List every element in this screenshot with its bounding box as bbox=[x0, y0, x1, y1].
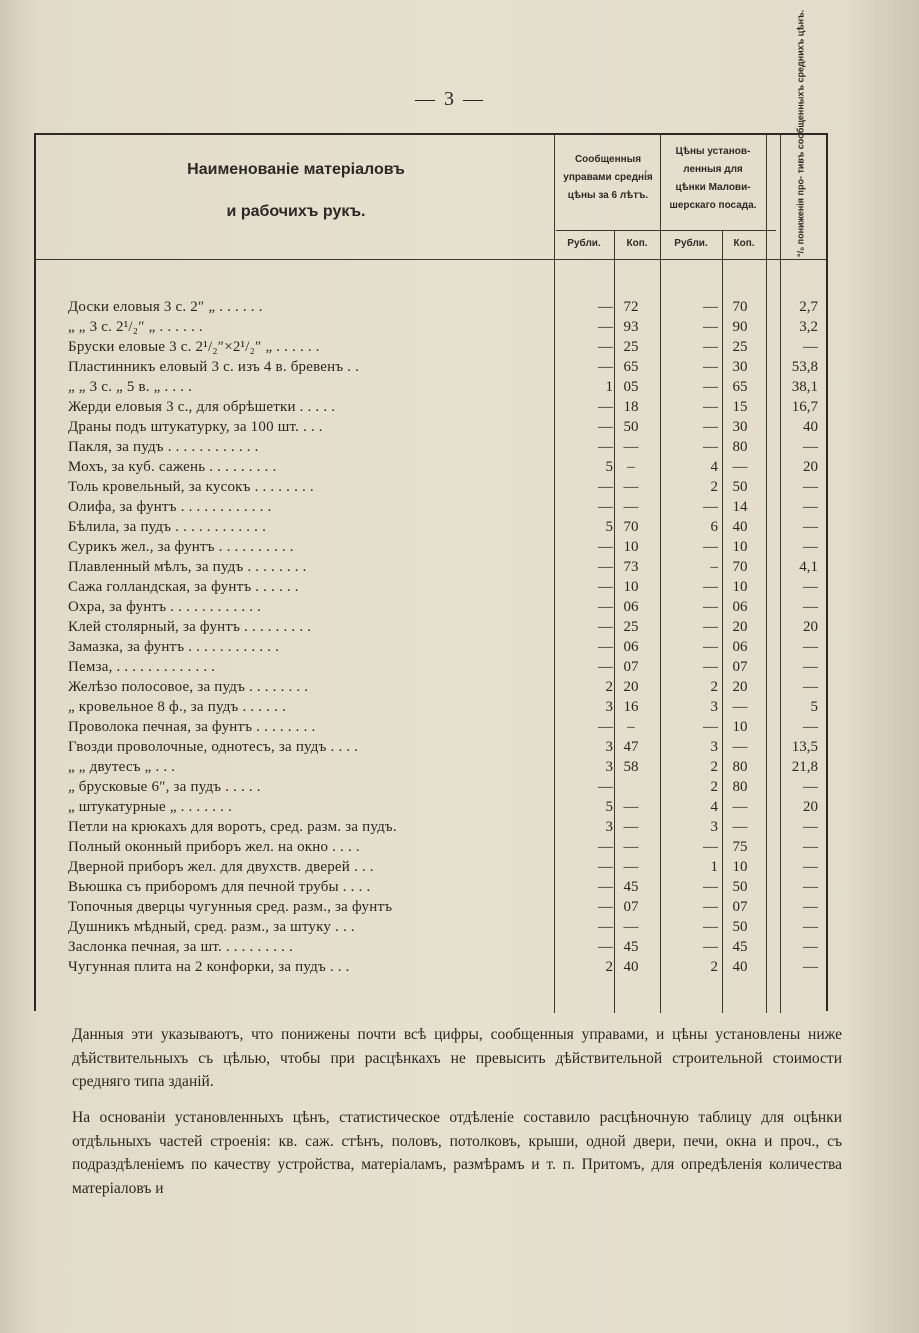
row-percent: — bbox=[803, 719, 818, 735]
row-kop-reported: 73 bbox=[623, 559, 639, 575]
row-percent: — bbox=[803, 539, 818, 555]
row-rub-set: 2 bbox=[710, 779, 718, 795]
table-row bbox=[36, 659, 830, 679]
row-kop-reported: 06 bbox=[623, 639, 639, 655]
table-row bbox=[36, 919, 830, 939]
row-kop-reported: 25 bbox=[623, 339, 639, 355]
table-row bbox=[36, 959, 830, 979]
row-rub-reported: 5 bbox=[605, 459, 613, 475]
row-rub-reported: — bbox=[598, 339, 613, 355]
page-number: — 3 — bbox=[415, 88, 485, 110]
row-rub-reported: — bbox=[598, 439, 613, 455]
table-row bbox=[36, 699, 830, 719]
row-kop-reported: — bbox=[623, 859, 639, 875]
table-row bbox=[36, 299, 830, 319]
row-name: Топочныя дверцы чугунныя сред. разм., за фунтъ bbox=[68, 899, 393, 915]
row-kop-reported: 07 bbox=[623, 659, 639, 675]
row-rub-reported: — bbox=[598, 319, 613, 335]
row-name: Дверной приборъ жел. для двухств. дверей . . . bbox=[68, 859, 374, 875]
row-rub-set: — bbox=[703, 939, 718, 955]
row-kop-set: 50 bbox=[732, 879, 748, 895]
row-percent: — bbox=[803, 679, 818, 695]
row-name: Пластинникъ еловый 3 с. изъ 4 в. бревенъ . . bbox=[68, 359, 360, 375]
row-kop-reported: 45 bbox=[623, 879, 639, 895]
row-kop-reported: 65 bbox=[623, 359, 639, 375]
row-rub-set: — bbox=[703, 339, 718, 355]
row-name: Желѣзо полосовое, за пудъ . . . . . . . . bbox=[68, 679, 309, 695]
row-name: Душникъ мѣдный, сред. разм., за штуку . . . bbox=[68, 919, 355, 935]
row-rub-reported: — bbox=[598, 859, 613, 875]
table-row bbox=[36, 679, 830, 699]
row-name: Полный оконный приборъ жел. на окно . . . . bbox=[68, 839, 360, 855]
row-kop-reported: — bbox=[623, 799, 639, 815]
header-percent: °/₀ пониженія про- тивъ сообщенныхъ среднихъ цѣнъ. bbox=[795, 9, 806, 257]
row-kop-reported: — bbox=[623, 479, 639, 495]
row-percent: — bbox=[803, 939, 818, 955]
row-percent: — bbox=[803, 599, 818, 615]
row-rub-set: 6 bbox=[710, 519, 718, 535]
unit-rub-1: Рубли. bbox=[567, 238, 601, 249]
table-row bbox=[36, 879, 830, 899]
row-rub-set: — bbox=[703, 579, 718, 595]
row-kop-reported: 06 bbox=[623, 599, 639, 615]
row-rub-set: 3 bbox=[710, 819, 718, 835]
row-rub-set: — bbox=[703, 399, 718, 415]
row-rub-set: – bbox=[710, 559, 718, 575]
row-kop-set: 14 bbox=[732, 499, 748, 515]
paragraph-1: Данныя эти указываютъ, что понижены почти всѣ цифры, сообщенныя управами, и цѣны установлены ниже дѣйствительныхъ съ цѣлью, чтобы при расцѣнкахъ не превысить дѣйствительной строительной стоимости средняго типа зданій. bbox=[72, 1026, 842, 1090]
row-rub-set: 1 bbox=[710, 859, 718, 875]
row-name: „ брусковые 6″, за пудъ . . . . . bbox=[68, 779, 261, 795]
table-row bbox=[36, 599, 830, 619]
row-kop-reported: 50 bbox=[623, 419, 639, 435]
row-rub-set: — bbox=[703, 919, 718, 935]
row-rub-reported: 2 bbox=[605, 959, 613, 975]
row-rub-reported: — bbox=[598, 399, 613, 415]
row-rub-set: — bbox=[703, 899, 718, 915]
table-row bbox=[36, 459, 830, 479]
row-rub-set: — bbox=[703, 379, 718, 395]
row-kop-reported: 07 bbox=[623, 899, 639, 915]
row-percent: 40 bbox=[803, 419, 818, 435]
row-rub-reported: — bbox=[598, 419, 613, 435]
row-rub-reported: 3 bbox=[605, 819, 613, 835]
row-name: Плавленный мѣлъ, за пудъ . . . . . . . . bbox=[68, 559, 307, 575]
table-row bbox=[36, 319, 830, 339]
table-row bbox=[36, 759, 830, 779]
row-rub-reported: — bbox=[598, 779, 613, 795]
row-percent: 16,7 bbox=[791, 399, 818, 415]
row-name: Петли на крюкахъ для воротъ, сред. разм. за пудъ. bbox=[68, 819, 397, 835]
row-rub-set: 4 bbox=[710, 459, 718, 475]
row-percent: — bbox=[803, 859, 818, 875]
table-title-line2: и рабочихъ рукъ. bbox=[226, 203, 366, 220]
row-name: Охра, за фунтъ . . . . . . . . . . . . bbox=[68, 599, 262, 615]
row-percent: 4,1 bbox=[799, 559, 818, 575]
row-rub-reported: — bbox=[598, 479, 613, 495]
row-kop-set: 65 bbox=[732, 379, 748, 395]
row-kop-set: 10 bbox=[732, 719, 748, 735]
row-name: Вьюшка съ приборомъ для печной трубы . . . . bbox=[68, 879, 371, 895]
row-kop-set: — bbox=[732, 819, 748, 835]
row-rub-set: 2 bbox=[710, 479, 718, 495]
row-name: Клей столярный, за фунтъ . . . . . . . . . bbox=[68, 619, 312, 635]
row-name: „ кровельное 8 ф., за пудъ . . . . . . bbox=[68, 699, 286, 715]
row-rub-set: — bbox=[703, 879, 718, 895]
row-rub-reported: — bbox=[598, 939, 613, 955]
header-set-prices: Цѣны установ- ленныя для цѣнки Малови- шерскаго посада. bbox=[669, 146, 757, 211]
unit-kop-2: Коп. bbox=[733, 238, 755, 249]
row-kop-set: 80 bbox=[732, 779, 748, 795]
row-kop-set: 07 bbox=[732, 659, 748, 675]
row-rub-set: 3 bbox=[710, 739, 718, 755]
row-percent: 53,8 bbox=[791, 359, 818, 375]
row-rub-set: — bbox=[703, 359, 718, 375]
table-row bbox=[36, 439, 830, 459]
row-rub-reported: — bbox=[598, 719, 613, 735]
row-percent: 20 bbox=[803, 619, 818, 635]
row-name: Сажа голландская, за фунтъ . . . . . . bbox=[68, 579, 299, 595]
row-name: Проволока печная, за фунтъ . . . . . . . . bbox=[68, 719, 316, 735]
row-rub-set: — bbox=[703, 659, 718, 675]
row-kop-set: 75 bbox=[732, 839, 748, 855]
row-percent: — bbox=[803, 479, 818, 495]
row-kop-set: 10 bbox=[732, 579, 748, 595]
row-kop-reported: 72 bbox=[623, 299, 639, 315]
row-percent: 38,1 bbox=[791, 379, 818, 395]
row-kop-set: 45 bbox=[732, 939, 748, 955]
row-rub-set: — bbox=[703, 639, 718, 655]
row-percent: — bbox=[803, 899, 818, 915]
row-kop-reported: — bbox=[623, 819, 639, 835]
row-kop-set: 07 bbox=[732, 899, 748, 915]
table-title-line1: Наименованіе матеріаловъ bbox=[187, 161, 405, 178]
row-percent: — bbox=[803, 639, 818, 655]
table-row bbox=[36, 739, 830, 759]
row-rub-set: — bbox=[703, 319, 718, 335]
row-rub-reported: — bbox=[598, 659, 613, 675]
row-kop-set: 50 bbox=[732, 479, 748, 495]
row-kop-reported: 10 bbox=[623, 539, 639, 555]
row-percent: — bbox=[803, 579, 818, 595]
row-kop-reported: 93 bbox=[623, 319, 639, 335]
row-rub-reported: — bbox=[598, 899, 613, 915]
row-kop-reported: — bbox=[623, 439, 639, 455]
row-kop-reported: 10 bbox=[623, 579, 639, 595]
table-row bbox=[36, 859, 830, 879]
row-percent: 3,2 bbox=[799, 319, 818, 335]
row-name: Пакля, за пудъ . . . . . . . . . . . . bbox=[68, 439, 259, 455]
row-name: Жерди еловыя 3 с., для обрѣшетки . . . . . bbox=[68, 399, 336, 415]
row-kop-set: 30 bbox=[732, 359, 748, 375]
row-name: Сурикъ жел., за фунтъ . . . . . . . . . . bbox=[68, 539, 294, 555]
row-percent: — bbox=[803, 819, 818, 835]
row-rub-set: 2 bbox=[710, 679, 718, 695]
row-kop-reported: 70 bbox=[623, 519, 639, 535]
row-percent: 13,5 bbox=[791, 739, 818, 755]
price-table bbox=[34, 9, 828, 1011]
row-percent: — bbox=[803, 659, 818, 675]
row-kop-reported: – bbox=[627, 719, 635, 735]
row-name: Олифа, за фунтъ . . . . . . . . . . . . bbox=[68, 499, 272, 515]
row-name: Доски еловыя 3 с. 2″ „ . . . . . . bbox=[68, 299, 263, 315]
row-name: Замазка, за фунтъ . . . . . . . . . . . . bbox=[68, 639, 280, 655]
row-rub-set: 2 bbox=[710, 759, 718, 775]
row-kop-reported: 45 bbox=[623, 939, 639, 955]
row-kop-reported: — bbox=[623, 499, 639, 515]
row-name: „ штукатурные „ . . . . . . . bbox=[68, 799, 232, 815]
row-percent: — bbox=[803, 879, 818, 895]
row-percent: — bbox=[803, 839, 818, 855]
row-name: Заслонка печная, за шт. . . . . . . . . . bbox=[68, 939, 294, 955]
row-percent: 21,8 bbox=[791, 759, 818, 775]
row-rub-reported: — bbox=[598, 539, 613, 555]
table-row bbox=[36, 499, 830, 519]
row-kop-reported: 18 bbox=[623, 399, 639, 415]
row-rub-reported: — bbox=[598, 639, 613, 655]
row-rub-set: — bbox=[703, 719, 718, 735]
row-rub-set: — bbox=[703, 539, 718, 555]
row-percent: — bbox=[803, 519, 818, 535]
row-name: Бѣлила, за пудъ . . . . . . . . . . . . bbox=[68, 519, 267, 535]
row-kop-set: — bbox=[732, 459, 748, 475]
row-kop-set: 90 bbox=[732, 319, 748, 335]
row-name: „ „ 3 с. „ 5 в. „ . . . . bbox=[68, 379, 193, 395]
row-kop-set: 40 bbox=[732, 519, 748, 535]
row-name: Драны подъ штукатурку, за 100 шт. . . . bbox=[68, 419, 323, 435]
row-kop-reported: 58 bbox=[623, 759, 639, 775]
row-rub-set: — bbox=[703, 499, 718, 515]
row-name: Чугунная плита на 2 конфорки, за пудъ . . . bbox=[68, 959, 350, 975]
row-percent: — bbox=[803, 439, 818, 455]
paragraph-2: На основаніи установленныхъ цѣнъ, статистическое отдѣленіе составило расцѣночную таблицу для оцѣнки отдѣльныхъ частей строенія: кв. саж. стѣнъ, половъ, потолковъ, крыши, одной двери, печи, окна и проч., съ подраздѣленіемъ по качеству устройства, матеріаламъ, размѣрамъ и т. п. Притомъ, для опредѣленія количества матеріаловъ и bbox=[72, 1109, 842, 1197]
row-kop-set: 80 bbox=[732, 759, 748, 775]
table-row bbox=[36, 379, 830, 399]
row-rub-reported: — bbox=[598, 919, 613, 935]
row-percent: — bbox=[803, 919, 818, 935]
row-rub-reported: — bbox=[598, 499, 613, 515]
table-row bbox=[36, 419, 830, 439]
row-percent: 20 bbox=[803, 459, 818, 475]
table-row bbox=[36, 639, 830, 659]
row-kop-reported: 16 bbox=[623, 699, 639, 715]
row-name: Толь кровельный, за кусокъ . . . . . . . . bbox=[68, 479, 314, 495]
row-percent: — bbox=[803, 779, 818, 795]
row-kop-set: 70 bbox=[732, 299, 748, 315]
row-percent: — bbox=[803, 959, 818, 975]
row-percent: — bbox=[803, 499, 818, 515]
row-rub-reported: 3 bbox=[605, 759, 613, 775]
row-name: Бруски еловые 3 с. 2¹/₂″×2¹/₂″ „ . . . . . . bbox=[68, 339, 320, 355]
row-rub-reported: 3 bbox=[605, 739, 613, 755]
row-kop-set: 40 bbox=[732, 959, 748, 975]
row-rub-set: — bbox=[703, 599, 718, 615]
row-kop-reported: — bbox=[623, 839, 639, 855]
row-kop-reported: 47 bbox=[623, 739, 639, 755]
row-rub-reported: 2 bbox=[605, 679, 613, 695]
row-kop-set: 10 bbox=[732, 539, 748, 555]
row-kop-set: 06 bbox=[732, 599, 748, 615]
table-row bbox=[36, 619, 830, 639]
row-rub-set: 4 bbox=[710, 799, 718, 815]
row-rub-reported: 5 bbox=[605, 519, 613, 535]
row-rub-set: — bbox=[703, 439, 718, 455]
header-reported-prices: Сообщенныя управами средні́я цѣны за 6 лѣтъ. bbox=[563, 154, 653, 201]
row-rub-reported: — bbox=[598, 359, 613, 375]
table-row bbox=[36, 799, 830, 819]
row-rub-set: 2 bbox=[710, 959, 718, 975]
unit-rub-2: Рубли. bbox=[674, 238, 708, 249]
row-percent: — bbox=[803, 339, 818, 355]
row-rub-reported: — bbox=[598, 299, 613, 315]
table-row bbox=[36, 839, 830, 859]
table-row bbox=[36, 539, 830, 559]
row-rub-set: — bbox=[703, 299, 718, 315]
table-row bbox=[36, 939, 830, 959]
table-row bbox=[36, 339, 830, 359]
row-kop-set: 20 bbox=[732, 679, 748, 695]
row-kop-set: 70 bbox=[732, 559, 748, 575]
row-kop-set: 06 bbox=[732, 639, 748, 655]
row-kop-set: 30 bbox=[732, 419, 748, 435]
table-row bbox=[36, 479, 830, 499]
table-row bbox=[36, 359, 830, 379]
table-row bbox=[36, 779, 830, 799]
table-row bbox=[36, 579, 830, 599]
unit-kop-1: Коп. bbox=[626, 238, 648, 249]
row-name: „ „ двутесъ „ . . . bbox=[68, 759, 176, 775]
row-kop-reported: 25 bbox=[623, 619, 639, 635]
row-kop-reported: — bbox=[623, 919, 639, 935]
row-kop-set: 10 bbox=[732, 859, 748, 875]
row-percent: 5 bbox=[810, 699, 818, 715]
row-name: Мохъ, за куб. сажень . . . . . . . . . bbox=[68, 459, 277, 475]
row-rub-set: — bbox=[703, 619, 718, 635]
table-row bbox=[36, 719, 830, 739]
row-kop-reported: 40 bbox=[623, 959, 639, 975]
row-rub-reported: — bbox=[598, 619, 613, 635]
row-rub-reported: — bbox=[598, 839, 613, 855]
row-kop-set: — bbox=[732, 799, 748, 815]
row-rub-set: 3 bbox=[710, 699, 718, 715]
row-rub-reported: 3 bbox=[605, 699, 613, 715]
row-kop-reported: 20 bbox=[623, 679, 639, 695]
row-percent: 20 bbox=[803, 799, 818, 815]
row-name: Пемза, . . . . . . . . . . . . . bbox=[68, 659, 216, 675]
row-kop-set: 25 bbox=[732, 339, 748, 355]
row-kop-reported: 05 bbox=[623, 379, 639, 395]
row-name: Гвозди проволочные, однотесъ, за пудъ . . . . bbox=[68, 739, 359, 755]
row-rub-reported: — bbox=[598, 879, 613, 895]
row-rub-reported: — bbox=[598, 559, 613, 575]
table-row bbox=[36, 559, 830, 579]
row-rub-set: — bbox=[703, 839, 718, 855]
row-percent: 2,7 bbox=[799, 299, 818, 315]
row-rub-set: — bbox=[703, 419, 718, 435]
row-kop-set: 80 bbox=[732, 439, 748, 455]
table-row bbox=[36, 819, 830, 839]
header-rule-sub bbox=[556, 230, 776, 231]
row-kop-set: 15 bbox=[732, 399, 748, 415]
row-kop-set: 20 bbox=[732, 619, 748, 635]
row-name: „ „ 3 с. 2¹/₂″ „ . . . . . . bbox=[68, 319, 203, 335]
row-rub-reported: — bbox=[598, 599, 613, 615]
row-kop-reported: – bbox=[627, 459, 635, 475]
table-row bbox=[36, 519, 830, 539]
table-row bbox=[36, 399, 830, 419]
row-rub-reported: 5 bbox=[605, 799, 613, 815]
row-rub-reported: 1 bbox=[605, 379, 613, 395]
header-rule-bottom bbox=[36, 259, 826, 260]
row-kop-set: 50 bbox=[732, 919, 748, 935]
row-kop-set: — bbox=[732, 699, 748, 715]
table-row bbox=[36, 899, 830, 919]
row-rub-reported: — bbox=[598, 579, 613, 595]
row-kop-set: — bbox=[732, 739, 748, 755]
